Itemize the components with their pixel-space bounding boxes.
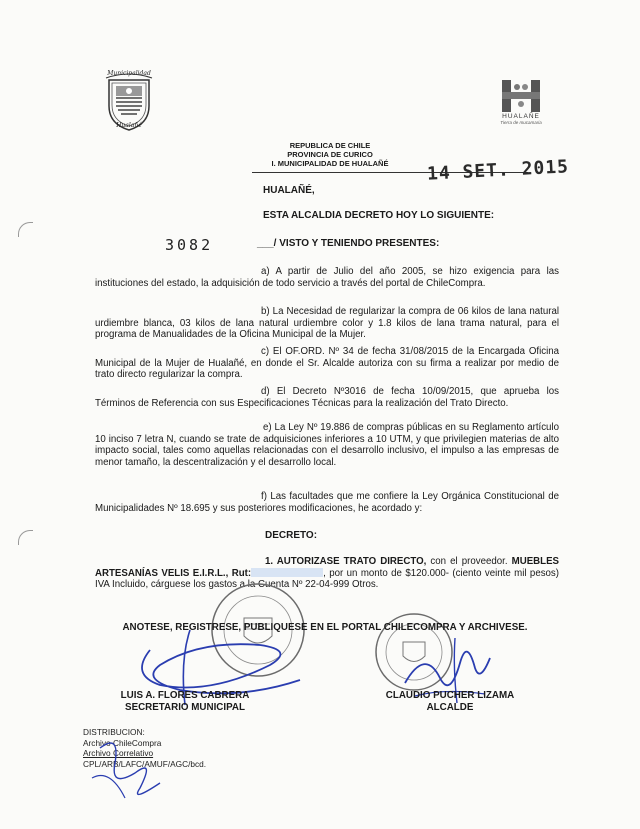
secretary-name: LUIS A. FLORES CABRERA [120,690,250,701]
distribution-heading: DISTRIBUCION: [83,727,145,737]
redacted-rut [251,568,323,577]
logo-name: HUALAÑE [502,113,540,120]
intro-heading: ESTA ALCALDIA DECRETO HOY LO SIGUIENTE: [263,210,495,221]
consideration-a: a) A partir de Julio del año 2005, se hizo exigencia para las instituciones del estado, la adquisición de todo servicio a través del portal de ChileCompra. [95,266,559,289]
date-stamp: 14 SET. 2015 [426,156,570,185]
decree-number-stamp: 3082 [165,236,214,254]
distribution-initials: CPL/ARB/LAFC/AMUF/AGC/bcd. [83,758,207,769]
initials-scribble-icon [80,728,190,808]
secretary-title: SECRETARIO MUNICIPAL [125,702,245,713]
hualane-logo-icon [498,78,544,114]
city-heading: HUALAÑÉ, [263,185,315,196]
crest-label: Hualañé [116,122,142,129]
consideration-b: b) La Necesidad de regularizar la compra de 06 kilos de lana natural urdiembre blanca, 03 kilos de lana natural urdiembre color y 1.8 kilos de lana trama natural, para el programa de Manualidades de la Oficina Municipal de la Mujer. [95,306,559,341]
closing-formula: ANOTESE, REGISTRESE, PUBLIQUESE EN EL PORTAL CHILECOMPRA Y ARCHIVESE. [122,622,528,633]
consideration-d: d) El Decreto Nº3016 de fecha 10/09/2015, que aprueba los Términos de Referencia con sus Especificaciones Técnicas para la realización del Trato Directo. [95,386,559,409]
distribution-item: Archivo ChileCompra [83,737,162,748]
consideration-c: c) El OF.ORD. Nº 34 de fecha 31/08/2015 de la Encargada Oficina Municipal de la Mujer de Hualañé, en donde el Sr. Alcalde autoriza con su firma a realizar por medio de trato directo regularizar la compra. [95,346,559,381]
distribution-item: Archivo Correlativo [83,748,154,758]
visto-heading: ___/ VISTO Y TENIENDO PRESENTES: [257,238,440,249]
authorization-paragraph: 1. AUTORIZASE TRATO DIRECTO, con el proveedor. MUEBLES ARTESANÍAS VELIS E.I.R.L., Rut: , por un monto de $120.000- (ciento veinte mil pesos) IVA Incluido, cárguese los gastos a la Cuenta Nº 22-04-999 Otros. [95,556,560,591]
decreto-heading: DECRETO: [265,530,318,541]
crest-title: Municipalidad [107,70,151,77]
scan-margin-mark [18,530,33,545]
mayor-title: ALCALDE [426,702,474,713]
header-province: PROVINCIA DE CURICO [287,150,373,159]
mayor-name: CLAUDIO PUCHER LIZAMA [385,690,515,701]
logo-tagline: Tierra de mucamaria [500,120,542,125]
consideration-e: e) La Ley Nº 19.886 de compras públicas en su Reglamento artículo 10 inciso 7 letra N, cuando se trate de adquisiciones inferiores a 10 UTM, y que privilegien materias de alto impacto social, tales como aquellas relacionadas con el desarrollo inclusivo, el impulso a las empresas de menor tamaño, la descentralización y el desarrollo local. [95,422,559,468]
header-country: REPUBLICA DE CHILE [289,141,371,150]
consideration-f: f) Las facultades que me confiere la Ley Orgánica Constitucional de Municipalidades Nº 18.695 y sus posteriores modificaciones, he acordado y: [95,491,559,514]
header-municipality: I. MUNICIPALIDAD DE HUALAÑÉ [271,159,389,168]
scan-margin-mark [18,222,33,237]
